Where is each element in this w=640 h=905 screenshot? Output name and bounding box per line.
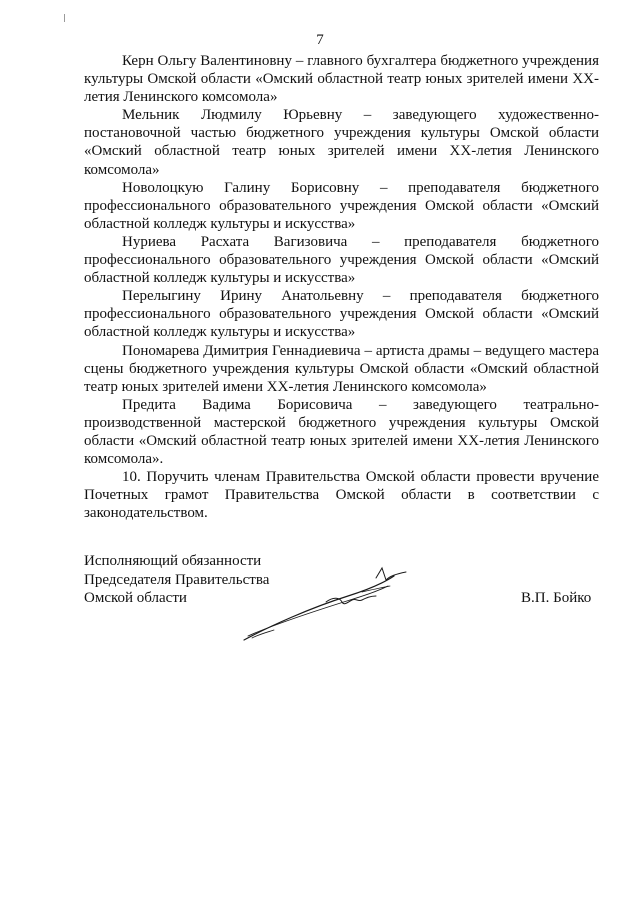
paragraph-ponomarev: Пономарева Димитрия Геннадиевича – артиста драмы – ведущего мастера сцены бюджетного учреждения культуры Омской области «Омский областной театр юных зрителей имени XX-летия Ленинского комсомола» — [84, 342, 599, 395]
paragraph-kern: Керн Ольгу Валентиновну – главного бухгалтера бюджетного учреждения культуры Омской области «Омский областной театр юных зрителей имени XX-летия Ленинского комсомола» — [84, 53, 599, 106]
signer-position-line-2: Председателя Правительства — [84, 571, 270, 588]
document-body — [84, 52, 599, 522]
signer-position-line-1: Исполняющий обязанности — [84, 553, 262, 569]
paragraph-predit: Предита Вадима Борисовича – заведующего театрально-производственной мастерской бюджетного учреждения культуры Омской области «Омский областной театр юных зрителей имени XX-летия Ленинского комсомола». — [84, 396, 599, 468]
paragraph-nuriev: Нуриева Расхата Вагизовича – преподавателя бюджетного профессионального образовательного учреждения Омской области «Омский областной колледж культуры и искусства» — [84, 233, 599, 287]
handwritten-signature — [230, 556, 430, 646]
paragraph-perelygina: Перелыгину Ирину Анатольевну – преподавателя бюджетного профессионального образовательного учреждения Омской области «Омский областной колледж культуры и искусства» — [84, 288, 599, 341]
paragraph-novolotskaya: Новолоцкую Галину Борисовну – преподавателя бюджетного профессионального образовательного учреждения Омской области «Омский областной колледж культуры и искусства» — [84, 179, 599, 232]
signer-name: В.П. Бойко — [521, 590, 592, 606]
page-number: 7 — [316, 32, 324, 48]
paragraph-item-10: 10. Поручить членам Правительства Омской области провести вручение Почетных грамот Правительства Омской области в соответствии с законодательством. — [84, 469, 599, 522]
paragraph-melnik: Мельник Людмилу Юрьевну – заведующего художественно-постановочной частью бюджетного учреждения культуры Омской области «Омский областной театр юных зрителей имени XX-летия Ленинского комсомола» — [84, 107, 599, 178]
signer-position-line-3: Омской области — [84, 590, 187, 606]
scan-edge-mark — [64, 14, 65, 22]
